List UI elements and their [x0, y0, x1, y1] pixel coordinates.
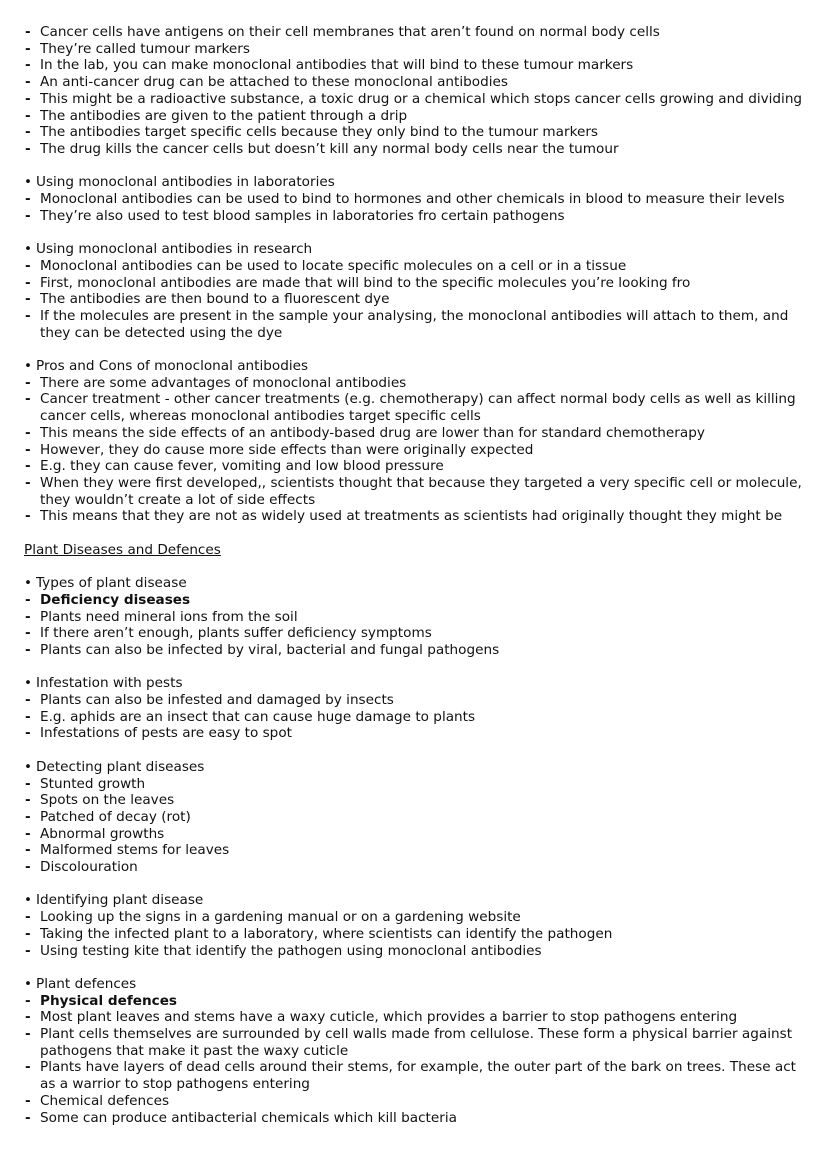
dash-item: - Plants need mineral ions from the soil: [24, 609, 808, 626]
dash-item: - Discolouration: [24, 859, 808, 876]
dash-item: - Chemical defences: [24, 1093, 808, 1110]
dash-item: - When they were first developed,, scientists thought that because they targeted a very specific cell or molecule, they wouldn’t create a lot of side effects: [24, 475, 808, 508]
bullet-heading: • Plant defences: [24, 976, 808, 993]
section-heading: Plant Diseases and Defences: [24, 541, 221, 558]
dash-item: - They’re also used to test blood samples in laboratories fro certain pathogens: [24, 208, 808, 225]
bullet-heading: • Infestation with pests: [24, 675, 808, 692]
text-block: [24, 241, 808, 341]
dash-item: - If the molecules are present in the sample your analysing, the monoclonal antibodies will attach to them, and they can be detected using the dye: [24, 308, 808, 341]
dash-item: - Using testing kite that identify the pathogen using monoclonal antibodies: [24, 943, 808, 960]
dash-item: - This might be a radioactive substance, a toxic drug or a chemical which stops cancer cells growing and dividing: [24, 91, 808, 108]
dash-item: - The drug kills the cancer cells but doesn’t kill any normal body cells near the tumour: [24, 141, 808, 158]
dash-item: - This means the side effects of an antibody-based drug are lower than for standard chemotherapy: [24, 425, 808, 442]
dash-item: - E.g. aphids are an insect that can cause huge damage to plants: [24, 709, 808, 726]
text-block: [24, 358, 808, 525]
dash-item: - Taking the infected plant to a laboratory, where scientists can identify the pathogen: [24, 926, 808, 943]
dash-item: - An anti-cancer drug can be attached to these monoclonal antibodies: [24, 74, 808, 91]
dash-item: - However, they do cause more side effects than were originally expected: [24, 442, 808, 459]
dash-item: - Malformed stems for leaves: [24, 842, 808, 859]
text-block: [24, 892, 808, 959]
text-block: [24, 24, 808, 158]
dash-item: - This means that they are not as widely used at treatments as scientists had originally thought they might be: [24, 508, 808, 525]
dash-item: - Plants can also be infected by viral, bacterial and fungal pathogens: [24, 642, 808, 659]
text-block: [24, 976, 808, 1126]
dash-item: - Abnormal growths: [24, 826, 808, 843]
text-block: [24, 575, 808, 659]
dash-item: - Physical defences: [24, 993, 808, 1010]
bullet-heading: • Detecting plant diseases: [24, 759, 808, 776]
dash-item: - The antibodies target specific cells because they only bind to the tumour markers: [24, 124, 808, 141]
dash-item: - Plants can also be infested and damaged by insects: [24, 692, 808, 709]
dash-item: - Spots on the leaves: [24, 792, 808, 809]
dash-item: - Deficiency diseases: [24, 592, 808, 609]
text-block: [24, 174, 808, 224]
dash-item: - E.g. they can cause fever, vomiting and low blood pressure: [24, 458, 808, 475]
dash-item: - Cancer cells have antigens on their cell membranes that aren’t found on normal body cells: [24, 24, 808, 41]
dash-item: - The antibodies are then bound to a fluorescent dye: [24, 291, 808, 308]
dash-item: - Stunted growth: [24, 776, 808, 793]
dash-item: - In the lab, you can make monoclonal antibodies that will bind to these tumour markers: [24, 57, 808, 74]
dash-item: - Most plant leaves and stems have a waxy cuticle, which provides a barrier to stop pathogens entering: [24, 1009, 808, 1026]
dash-item: - There are some advantages of monoclonal antibodies: [24, 375, 808, 392]
dash-item: - Cancer treatment - other cancer treatments (e.g. chemotherapy) can affect normal body cells as well as killing cancer cells, whereas monoclonal antibodies target specific cells: [24, 391, 808, 424]
dash-item: - Patched of decay (rot): [24, 809, 808, 826]
dash-item: - Looking up the signs in a gardening manual or on a gardening website: [24, 909, 808, 926]
bullet-heading: • Pros and Cons of monoclonal antibodies: [24, 358, 808, 375]
bullet-heading: • Identifying plant disease: [24, 892, 808, 909]
dash-item: - If there aren’t enough, plants suffer deficiency symptoms: [24, 625, 808, 642]
text-block: [24, 675, 808, 742]
bullet-heading: • Using monoclonal antibodies in research: [24, 241, 808, 258]
dash-item: - They’re called tumour markers: [24, 41, 808, 58]
dash-item: - First, monoclonal antibodies are made that will bind to the specific molecules you’re looking fro: [24, 275, 808, 292]
dash-item: - Some can produce antibacterial chemicals which kill bacteria: [24, 1110, 808, 1127]
dash-item: - The antibodies are given to the patient through a drip: [24, 108, 808, 125]
text-block: [24, 759, 808, 876]
bullet-heading: • Using monoclonal antibodies in laboratories: [24, 174, 808, 191]
dash-item: - Plant cells themselves are surrounded by cell walls made from cellulose. These form a physical barrier against pathogens that make it past the waxy cuticle: [24, 1026, 808, 1059]
dash-item: - Monoclonal antibodies can be used to locate specific molecules on a cell or in a tissue: [24, 258, 808, 275]
bullet-heading: • Types of plant disease: [24, 575, 808, 592]
dash-item: - Monoclonal antibodies can be used to bind to hormones and other chemicals in blood to measure their levels: [24, 191, 808, 208]
dash-item: - Plants have layers of dead cells around their stems, for example, the outer part of the bark on trees. These act as a warrior to stop pathogens entering: [24, 1059, 808, 1092]
dash-item: - Infestations of pests are easy to spot: [24, 725, 808, 742]
